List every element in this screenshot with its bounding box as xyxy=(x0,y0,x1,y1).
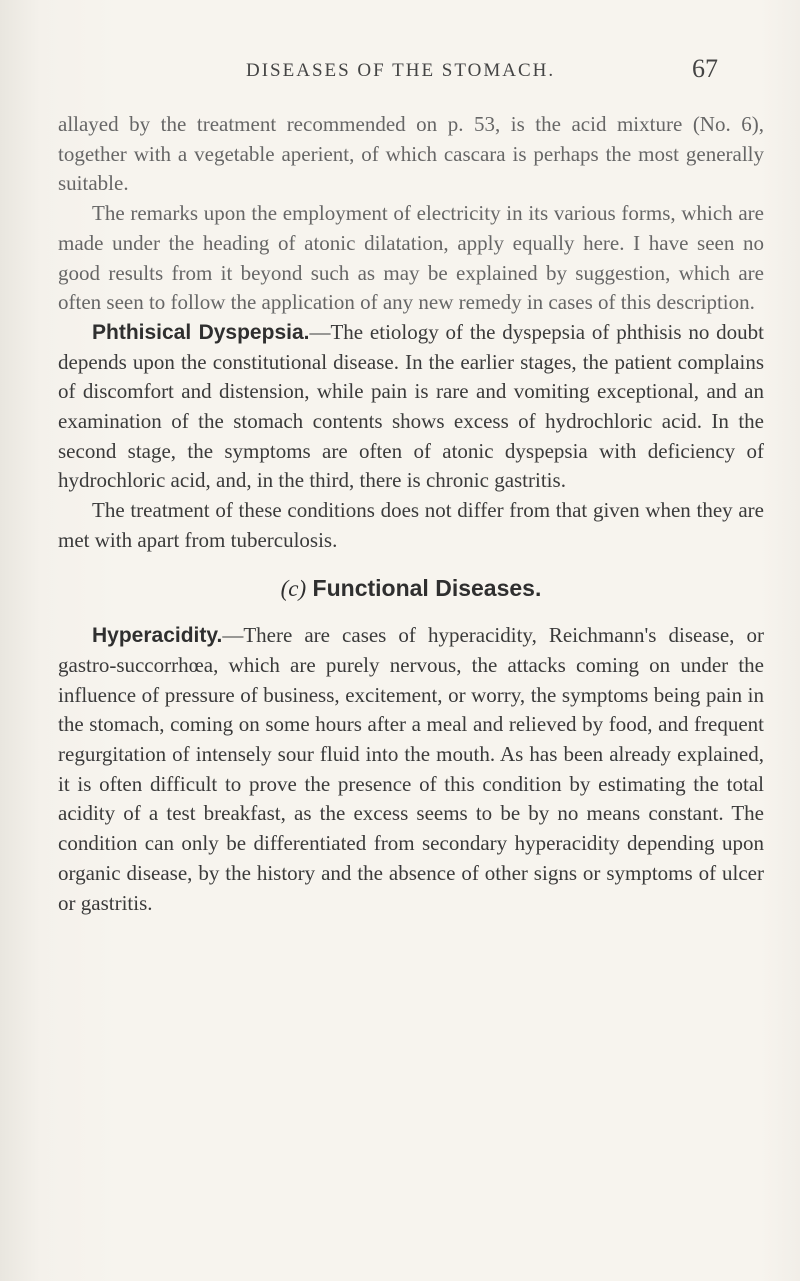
running-title: DISEASES OF THE STOMACH. xyxy=(246,60,556,81)
run-in-heading-hyperacidity: Hyperacidity. xyxy=(92,624,223,648)
section-title: Functional Diseases. xyxy=(312,574,542,601)
section-letter: (c) xyxy=(280,575,307,601)
paragraph-electricity: The remarks upon the employment of electricity in its various forms, which are made under the heading of atonic dilatation, apply equally here. I have seen no good results from it beyond such as may be explained by suggestion, which are often seen to follow the application of any new remedy in cases of this description. xyxy=(58,201,764,315)
running-head xyxy=(0,52,800,92)
paragraph-treatment: The treatment of these conditions does not differ from that given when they are met with apart from tuberculosis. xyxy=(58,498,764,552)
run-in-heading-phthisical-dyspepsia: Phthisical Dyspepsia. xyxy=(92,320,310,344)
paragraph-phthisical-dyspepsia xyxy=(58,318,764,496)
page-number: 67 xyxy=(692,54,718,83)
section-heading xyxy=(58,574,764,604)
paragraph-body: —There are cases of hyperacidity, Reichmann's disease, or gastro-succorrhœa, which are purely nervous, the attacks coming on under the influence of pressure of business, excitement, or worry, the symptoms being pain in the stomach, coming on some hours after a meal and relieved by food, and frequent regurgitation of intensely sour fluid into the mouth. As has been already explained, it is often difficult to prove the presence of this condition by estimating the total acidity of a test breakfast, as the excess seems to be by no means constant. The condition can only be differentiated from secondary hyperacidity depending upon organic disease, by the history and the absence of other signs or symptoms of ulcer or gastritis. xyxy=(58,623,764,915)
paragraph-hyperacidity xyxy=(58,621,764,918)
body-text xyxy=(58,110,764,918)
paragraph-body: —The etiology of the dyspepsia of phthisis no doubt depends upon the constitutional disease. In the earlier stages, the patient complains of discomfort and distension, while pain is rare and vomiting exceptional, and an examination of the stomach contents shows excess of hydrochloric acid. In the second stage, the symptoms are often of atonic dyspepsia with deficiency of hydrochloric acid, and, in the third, there is chronic gastritis. xyxy=(58,319,764,493)
paragraph-continued: allayed by the treatment recommended on p. 53, is the acid mixture (No. 6), together with a vegetable aperient, of which cascara is perhaps the most generally suitable. xyxy=(58,112,764,196)
